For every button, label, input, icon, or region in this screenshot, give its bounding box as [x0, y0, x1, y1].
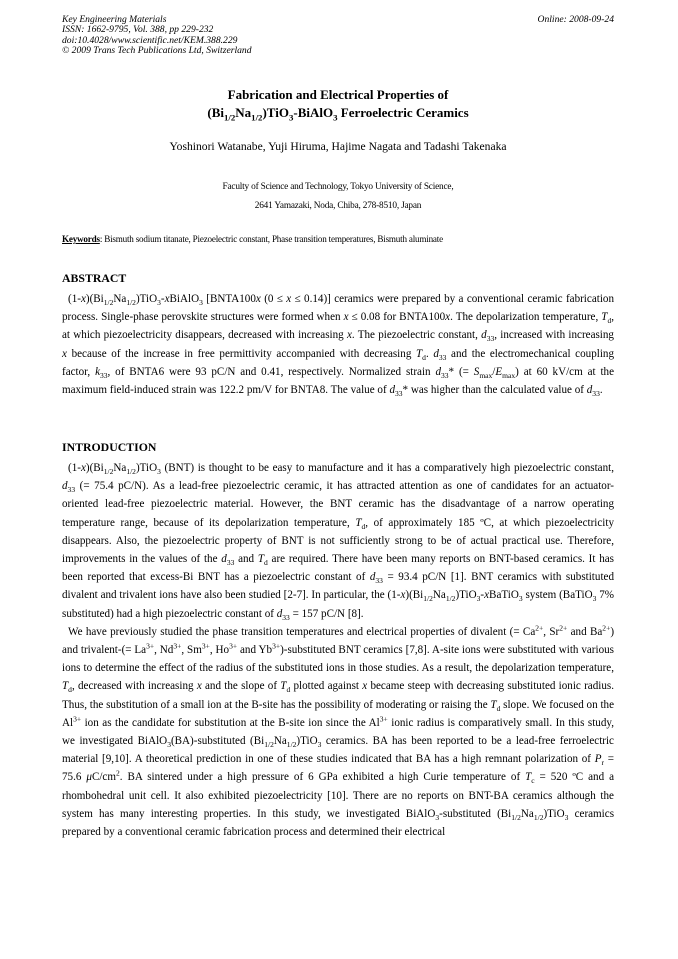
intro-paragraph-1: $(1-x)(Bi_{1/2}Na_{1/2})TiO_3$ (BNT) is thought to be easy to manufacture and it has a comparatively high piezoelectric constant, $d_{33}$ (= 75.4 pC/N). As a lead-free piezoelectric ceramic, it has attracted attention as one of candidates for an actuator-oriented lead-free piezoelectric material. However, the BNT ceramic has the disadvantage of a narrow operating temperature range, because of its depolarization temperature, $T_d$, of approximately 185 ºC, at which piezoelectricity disappears. Also, the piezoelectric property of BNT is not sufficiently strong to be of actual practical use. Therefore, improvements in the values of the $d_{33}$ and $T_d$ are required. There have been many reports on BNT-based ceramics. It has been reported that excess-Bi BNT has a piezoelectric constant of $d_{33} = 93.4$ pC/N [1]. BNT ceramics with substituted divalent and trivalent ions have also been studied [2-7]. In particular, the $(1-x)(Bi_{1/2}Na_{1/2})TiO_3-xBaTiO_3$ system (BaTiO$_3$ 7% substituted) had a high piezoelectric constant of $d_{33} = 157$ pC/N [8]. — [62, 462, 615, 622]
abstract-heading: ABSTRACT — [62, 271, 127, 285]
abstract-text: $(1-x)(Bi_{1/2}Na_{1/2})TiO_3-xBiAlO_3$ [BNTA100x (0 ≤ x ≤ 0.14)] ceramics were prepared by a conventional ceramic fabrication process. Single-phase perovskite structures were formed when x ≤ 0.08 for BNTA100x. The depolarization temperature, $T_d$, at which piezoelectricity disappears, decreased with increasing x. The piezoelectric constant, $d_{33}$, increased with increasing x because of the increase in free permittivity accompanied with decreasing $T_d$. $d_{33}$ and the electromechanical coupling factor, $k_{33}$, of BNTA6 were 93 pC/N and 0.41, respectively. Normalized strain $d_{33}*$ (= $S_{max}/E_{max}$) at 60 kV/cm at the maximum field-induced strain was 122.2 pm/V for BNTA8. The value of $d_{33}*$ was higher than the calculated value of $d_{33}$. — [62, 293, 615, 399]
paper-title — [62, 86, 614, 122]
copyright-line: © 2009 Trans Tech Publications Ltd, Switzerland — [62, 45, 252, 57]
author-list: Yoshinori Watanabe, Yuji Hiruma, Hajime Nagata and Tadashi Takenaka — [169, 140, 507, 153]
introduction-heading: INTRODUCTION — [62, 440, 157, 454]
affiliation-line-2: 2641 Yamazaki, Noda, Chiba, 278-8510, Japan — [254, 201, 422, 211]
keywords-text: : Bismuth sodium titanate, Piezoelectric constant, Phase transition temperatures, Bismuth aluminate — [99, 234, 443, 244]
title-line-2: $(Bi_{1/2}Na_{1/2})TiO_3-BiAlO_3$ Ferroelectric Ceramics — [207, 105, 469, 123]
abstract-body — [62, 290, 614, 399]
online-date: Online: 2008-09-24 — [537, 14, 614, 25]
keywords — [62, 234, 614, 244]
affiliation — [62, 178, 614, 216]
introduction-body — [62, 459, 614, 841]
title-line-1: Fabrication and Electrical Properties of — [227, 87, 449, 102]
intro-paragraph-2: We have previously studied the phase transition temperatures and electrical properties of divalent (= $Ca^{2+}$, $Sr^{2+}$ and $Ba^{2+}$) and trivalent-(= $La^{3+}$, $Nd^{3+}$, $Sm^{3+}$, $Ho^{3+}$ and $Yb^{3+}$)-substituted BNT ceramics [7,8]. A-site ions were substituted with various ions to determine the effect of the radius of the substituted ions in those studies. As a result, the depolarization temperature, $T_d$, decreased with increasing x and the slope of $T_d$ plotted against x became steep with decreasing substituted ionic radius. Thus, the substitution of a small ion at the B-site has the possibility of moderating or raising the $T_d$ slope. We focused on the $Al^{3+}$ ion as the candidate for substitution at the B-site ion since the $Al^{3+}$ ionic radius is comparatively small. In this study, we investigated BiAlO$_3$(BA)-substituted $(Bi_{1/2}Na_{1/2})TiO_3$ ceramics. BA has been reported to be a lead-free ferroelectric material [9,10]. A theoretical prediction in one of these studies indicated that BA has a high remnant polarization of $P_r = 75.6$ $\mu C/cm^2$. BA sintered under a high pressure of 6 GPa exhibited a high Curie temperature of $T_c = 520$ ºC and a rhombohedral unit cell. It also exhibited piezoelectricity [10]. There are no reports on BNT-BA ceramics although the system has many interesting properties. In this study, we investigated BiAlO$_3$-substituted $(Bi_{1/2}Na_{1/2})TiO_3$ ceramics prepared by a conventional ceramic fabrication process and determined their electrical — [62, 623, 615, 839]
keywords-label: Keywords — [62, 234, 100, 244]
doi-line: doi:10.4028/www.scientific.net/KEM.388.229 — [62, 34, 238, 46]
issn-line: ISSN: 1662-9795, Vol. 388, pp 229-232 — [62, 24, 214, 36]
journal-name: Key Engineering Materials — [62, 14, 167, 25]
running-header — [62, 15, 614, 57]
affiliation-line-1: Faculty of Science and Technology, Tokyo University of Science, — [222, 182, 454, 192]
